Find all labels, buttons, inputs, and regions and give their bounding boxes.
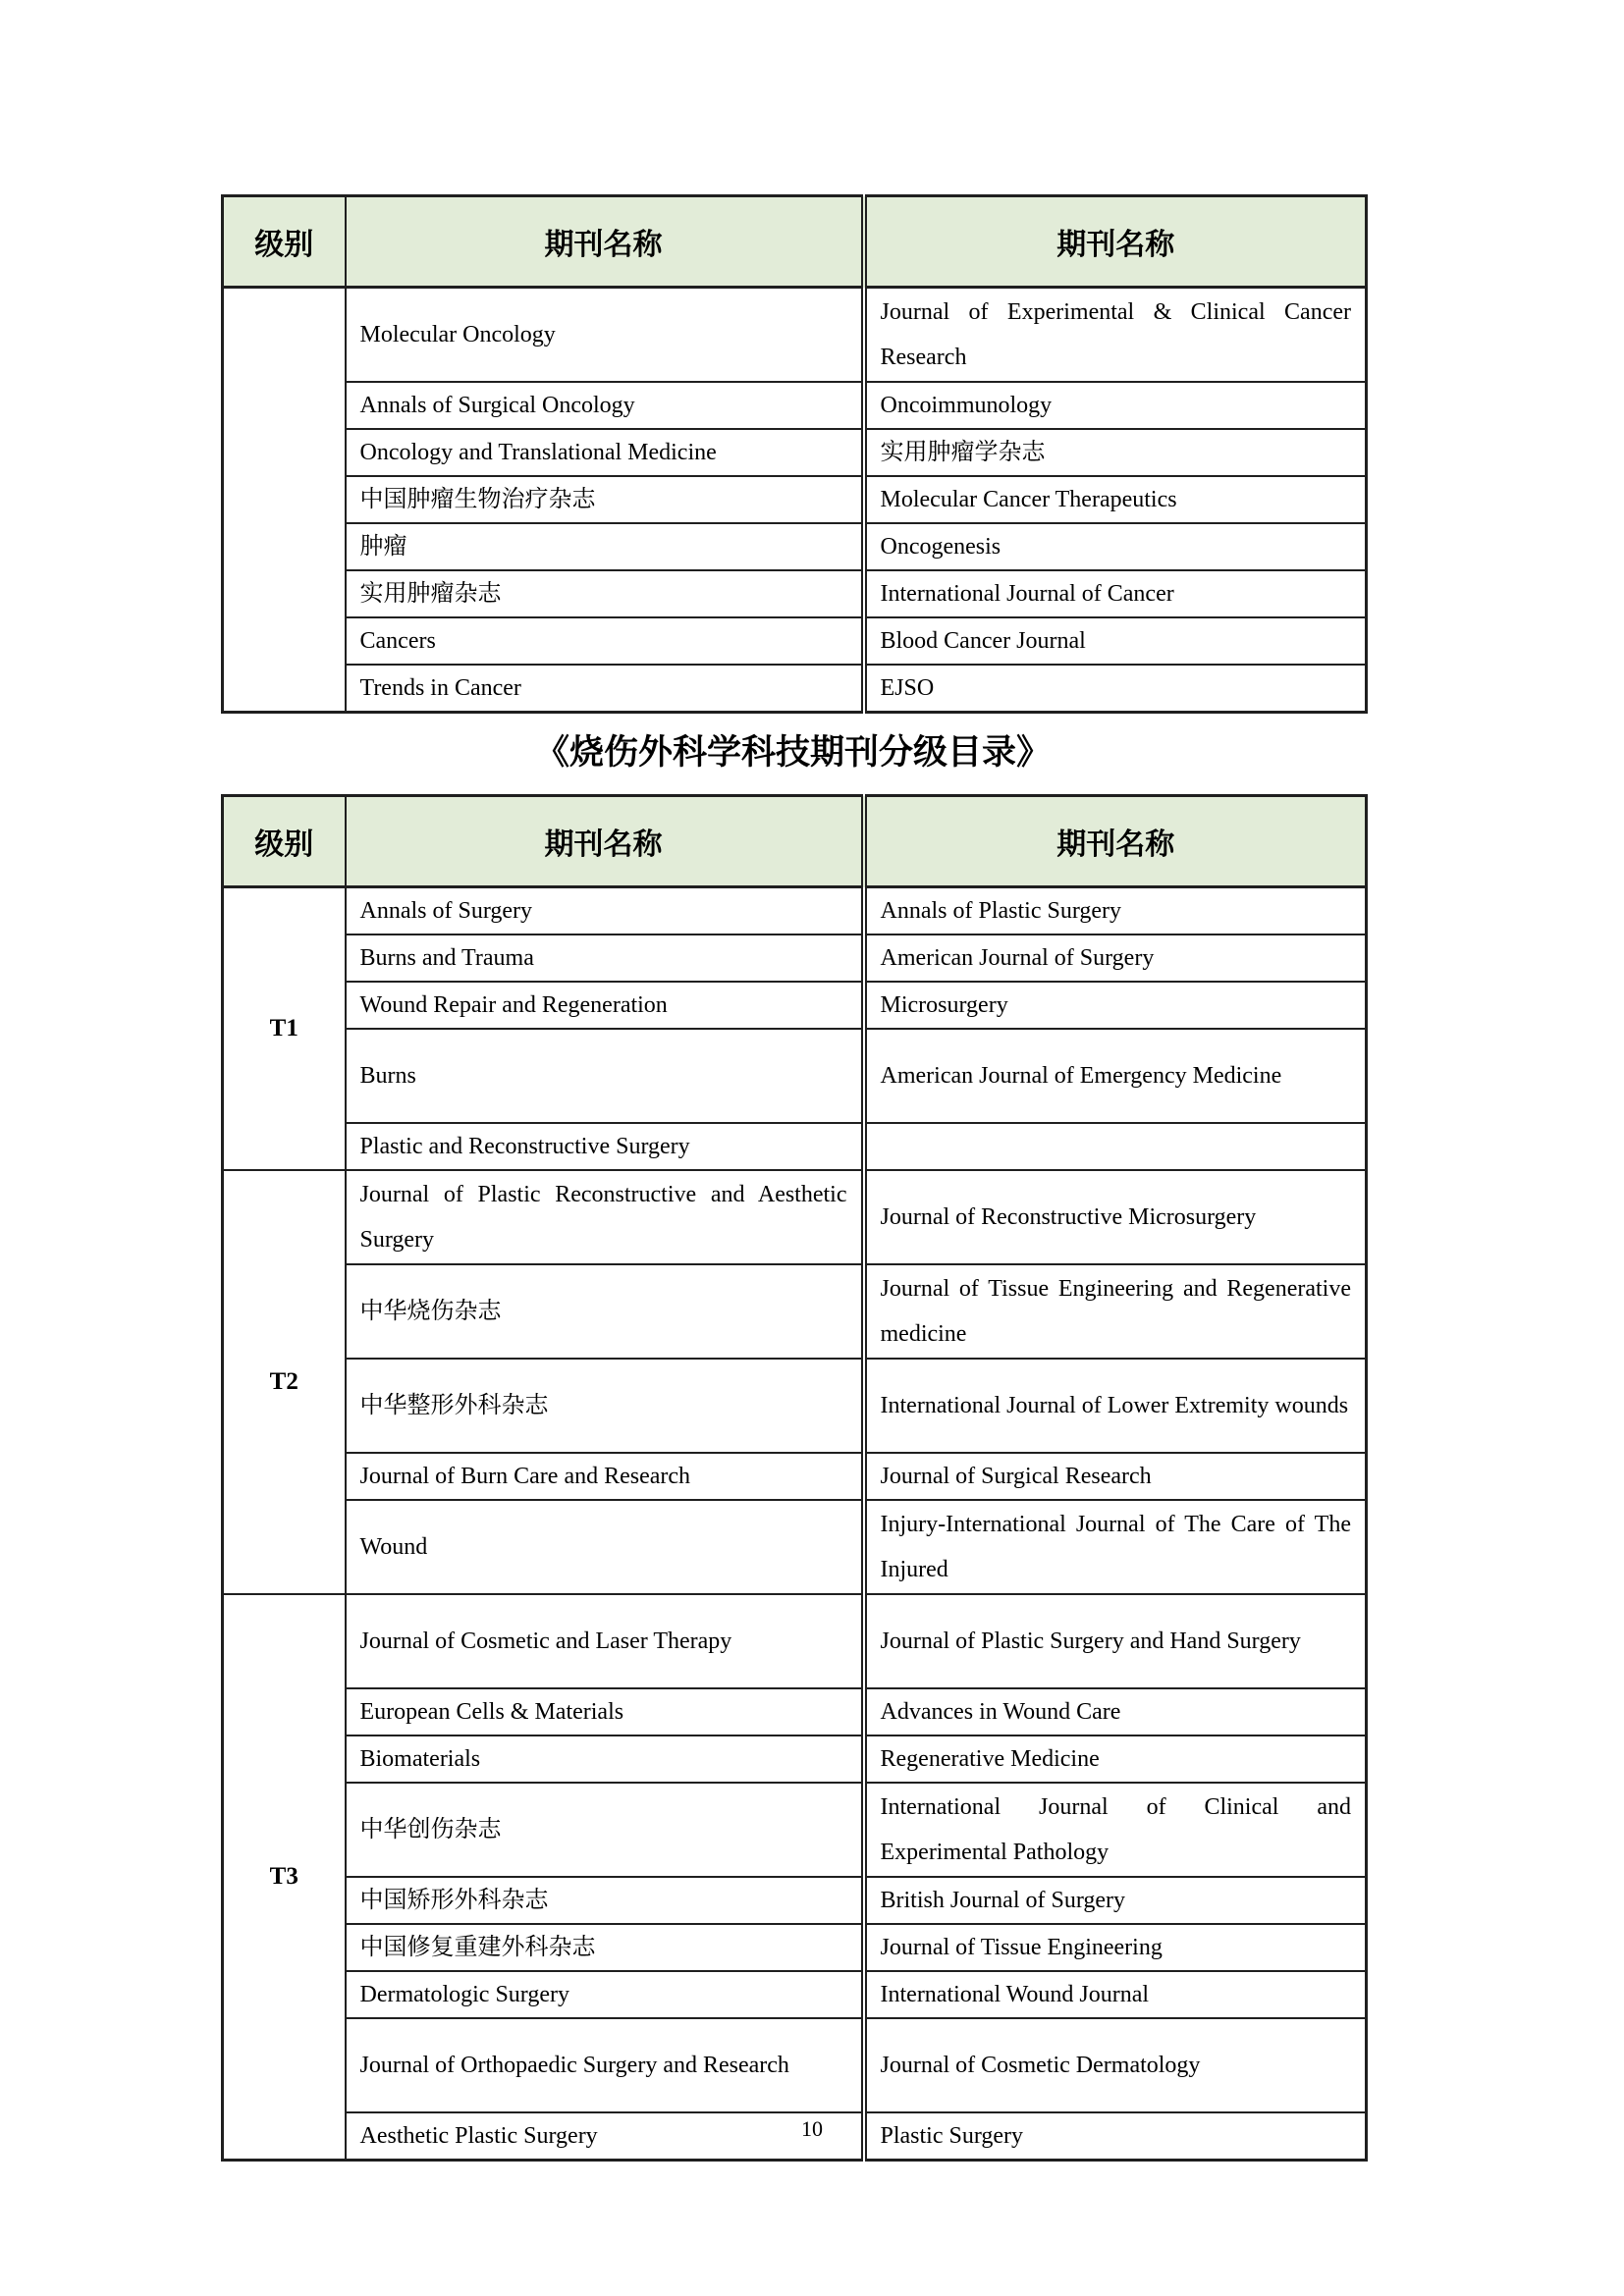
journal-cell: Wound Repair and Regeneration [346, 982, 864, 1029]
section-title: 《烧伤外科学科技期刊分级目录》 [534, 733, 1051, 772]
level-cell [223, 288, 346, 713]
table-row [223, 1924, 1367, 1971]
journal-cell: International Journal of Clinical and Experimental Pathology [864, 1783, 1367, 1877]
journal-cell: 实用肿瘤学杂志 [864, 429, 1367, 476]
journal-cell: Plastic and Reconstructive Surgery [346, 1123, 864, 1170]
journal-cell: American Journal of Emergency Medicine [864, 1029, 1367, 1123]
journal-name-header: 期刊名称 [346, 196, 864, 288]
table-row [223, 887, 1367, 935]
table-row [223, 1594, 1367, 1688]
journal-cell: Journal of Plastic Reconstructive and Aesthetic Surgery [346, 1170, 864, 1264]
table-row [223, 2018, 1367, 2112]
journal-cell: Oncology and Translational Medicine [346, 429, 864, 476]
journal-cell: British Journal of Surgery [864, 1877, 1367, 1924]
journal-cell: Journal of Orthopaedic Surgery and Research [346, 2018, 864, 2112]
table-row [223, 523, 1367, 570]
table-header-row [223, 796, 1367, 887]
journal-cell: Annals of Surgical Oncology [346, 382, 864, 429]
journal-cell: Burns [346, 1029, 864, 1123]
journal-cell: 中国修复重建外科杂志 [346, 1924, 864, 1971]
journal-cell: 中华创伤杂志 [346, 1783, 864, 1877]
table-row [223, 1735, 1367, 1783]
journal-cell: Cancers [346, 617, 864, 665]
journal-cell: Oncoimmunology [864, 382, 1367, 429]
table-row [223, 1123, 1367, 1170]
journal-cell: Journal of Tissue Engineering [864, 1924, 1367, 1971]
journal-cell: 实用肿瘤杂志 [346, 570, 864, 617]
journal-cell: Trends in Cancer [346, 665, 864, 713]
journal-cell: Journal of Reconstructive Microsurgery [864, 1170, 1367, 1264]
journal-cell: Plastic Surgery [864, 2112, 1367, 2161]
journal-cell: Wound [346, 1500, 864, 1594]
journal-cell: Journal of Plastic Surgery and Hand Surgery [864, 1594, 1367, 1688]
table-row [223, 982, 1367, 1029]
journal-cell: Injury-International Journal of The Care of The Injured [864, 1500, 1367, 1594]
journal-cell: Molecular Oncology [346, 288, 864, 383]
journal-cell: Biomaterials [346, 1735, 864, 1783]
page-content [221, 194, 1365, 2162]
level-cell-t2: T2 [223, 1170, 346, 1594]
journal-cell: Annals of Surgery [346, 887, 864, 935]
journal-cell: International Journal of Cancer [864, 570, 1367, 617]
oncology-grading-table [221, 194, 1368, 714]
journal-cell: 中华整形外科杂志 [346, 1359, 864, 1453]
journal-cell: Journal of Experimental & Clinical Cancer Research [864, 288, 1367, 383]
table-row [223, 1688, 1367, 1735]
burn-surgery-grading-table [221, 794, 1368, 2162]
table-row [223, 1453, 1367, 1500]
level-header: 级别 [223, 796, 346, 887]
journal-cell: Burns and Trauma [346, 934, 864, 982]
table-row [223, 1877, 1367, 1924]
journal-cell: Journal of Surgical Research [864, 1453, 1367, 1500]
table-row [223, 1029, 1367, 1123]
journal-cell: EJSO [864, 665, 1367, 713]
journal-cell: 中国肿瘤生物治疗杂志 [346, 476, 864, 523]
journal-cell: Journal of Burn Care and Research [346, 1453, 864, 1500]
table-row [223, 429, 1367, 476]
journal-cell: Oncogenesis [864, 523, 1367, 570]
table-row [223, 1783, 1367, 1877]
journal-cell: Dermatologic Surgery [346, 1971, 864, 2018]
journal-cell: 中华烧伤杂志 [346, 1264, 864, 1359]
journal-cell: Annals of Plastic Surgery [864, 887, 1367, 935]
journal-cell [864, 1123, 1367, 1170]
table-row [223, 1971, 1367, 2018]
journal-cell: International Journal of Lower Extremity wounds [864, 1359, 1367, 1453]
journal-cell: Regenerative Medicine [864, 1735, 1367, 1783]
journal-cell: Aesthetic Plastic Surgery [346, 2112, 864, 2161]
table-header-row [223, 196, 1367, 288]
table-row [223, 617, 1367, 665]
journal-cell: Molecular Cancer Therapeutics [864, 476, 1367, 523]
journal-cell: Advances in Wound Care [864, 1688, 1367, 1735]
table-row [223, 1264, 1367, 1359]
page-number: 10 [801, 2116, 823, 2141]
journal-cell: Microsurgery [864, 982, 1367, 1029]
journal-cell: Blood Cancer Journal [864, 617, 1367, 665]
journal-name-header: 期刊名称 [864, 796, 1367, 887]
journal-cell: 中国矫形外科杂志 [346, 1877, 864, 1924]
table-row [223, 934, 1367, 982]
table-row [223, 1359, 1367, 1453]
level-cell-t3: T3 [223, 1594, 346, 2161]
table-row [223, 382, 1367, 429]
level-header: 级别 [223, 196, 346, 288]
table-row [223, 288, 1367, 383]
journal-cell: European Cells & Materials [346, 1688, 864, 1735]
journal-cell: Journal of Cosmetic Dermatology [864, 2018, 1367, 2112]
table-row [223, 476, 1367, 523]
journal-name-header: 期刊名称 [346, 796, 864, 887]
journal-cell: Journal of Tissue Engineering and Regenerative medicine [864, 1264, 1367, 1359]
journal-cell: American Journal of Surgery [864, 934, 1367, 982]
level-cell-t1: T1 [223, 887, 346, 1171]
journal-cell: 肿瘤 [346, 523, 864, 570]
table-row [223, 665, 1367, 713]
table-row [223, 1170, 1367, 1264]
journal-cell: Journal of Cosmetic and Laser Therapy [346, 1594, 864, 1688]
table-row [223, 570, 1367, 617]
journal-cell: International Wound Journal [864, 1971, 1367, 2018]
table-row [223, 1500, 1367, 1594]
journal-name-header: 期刊名称 [864, 196, 1367, 288]
